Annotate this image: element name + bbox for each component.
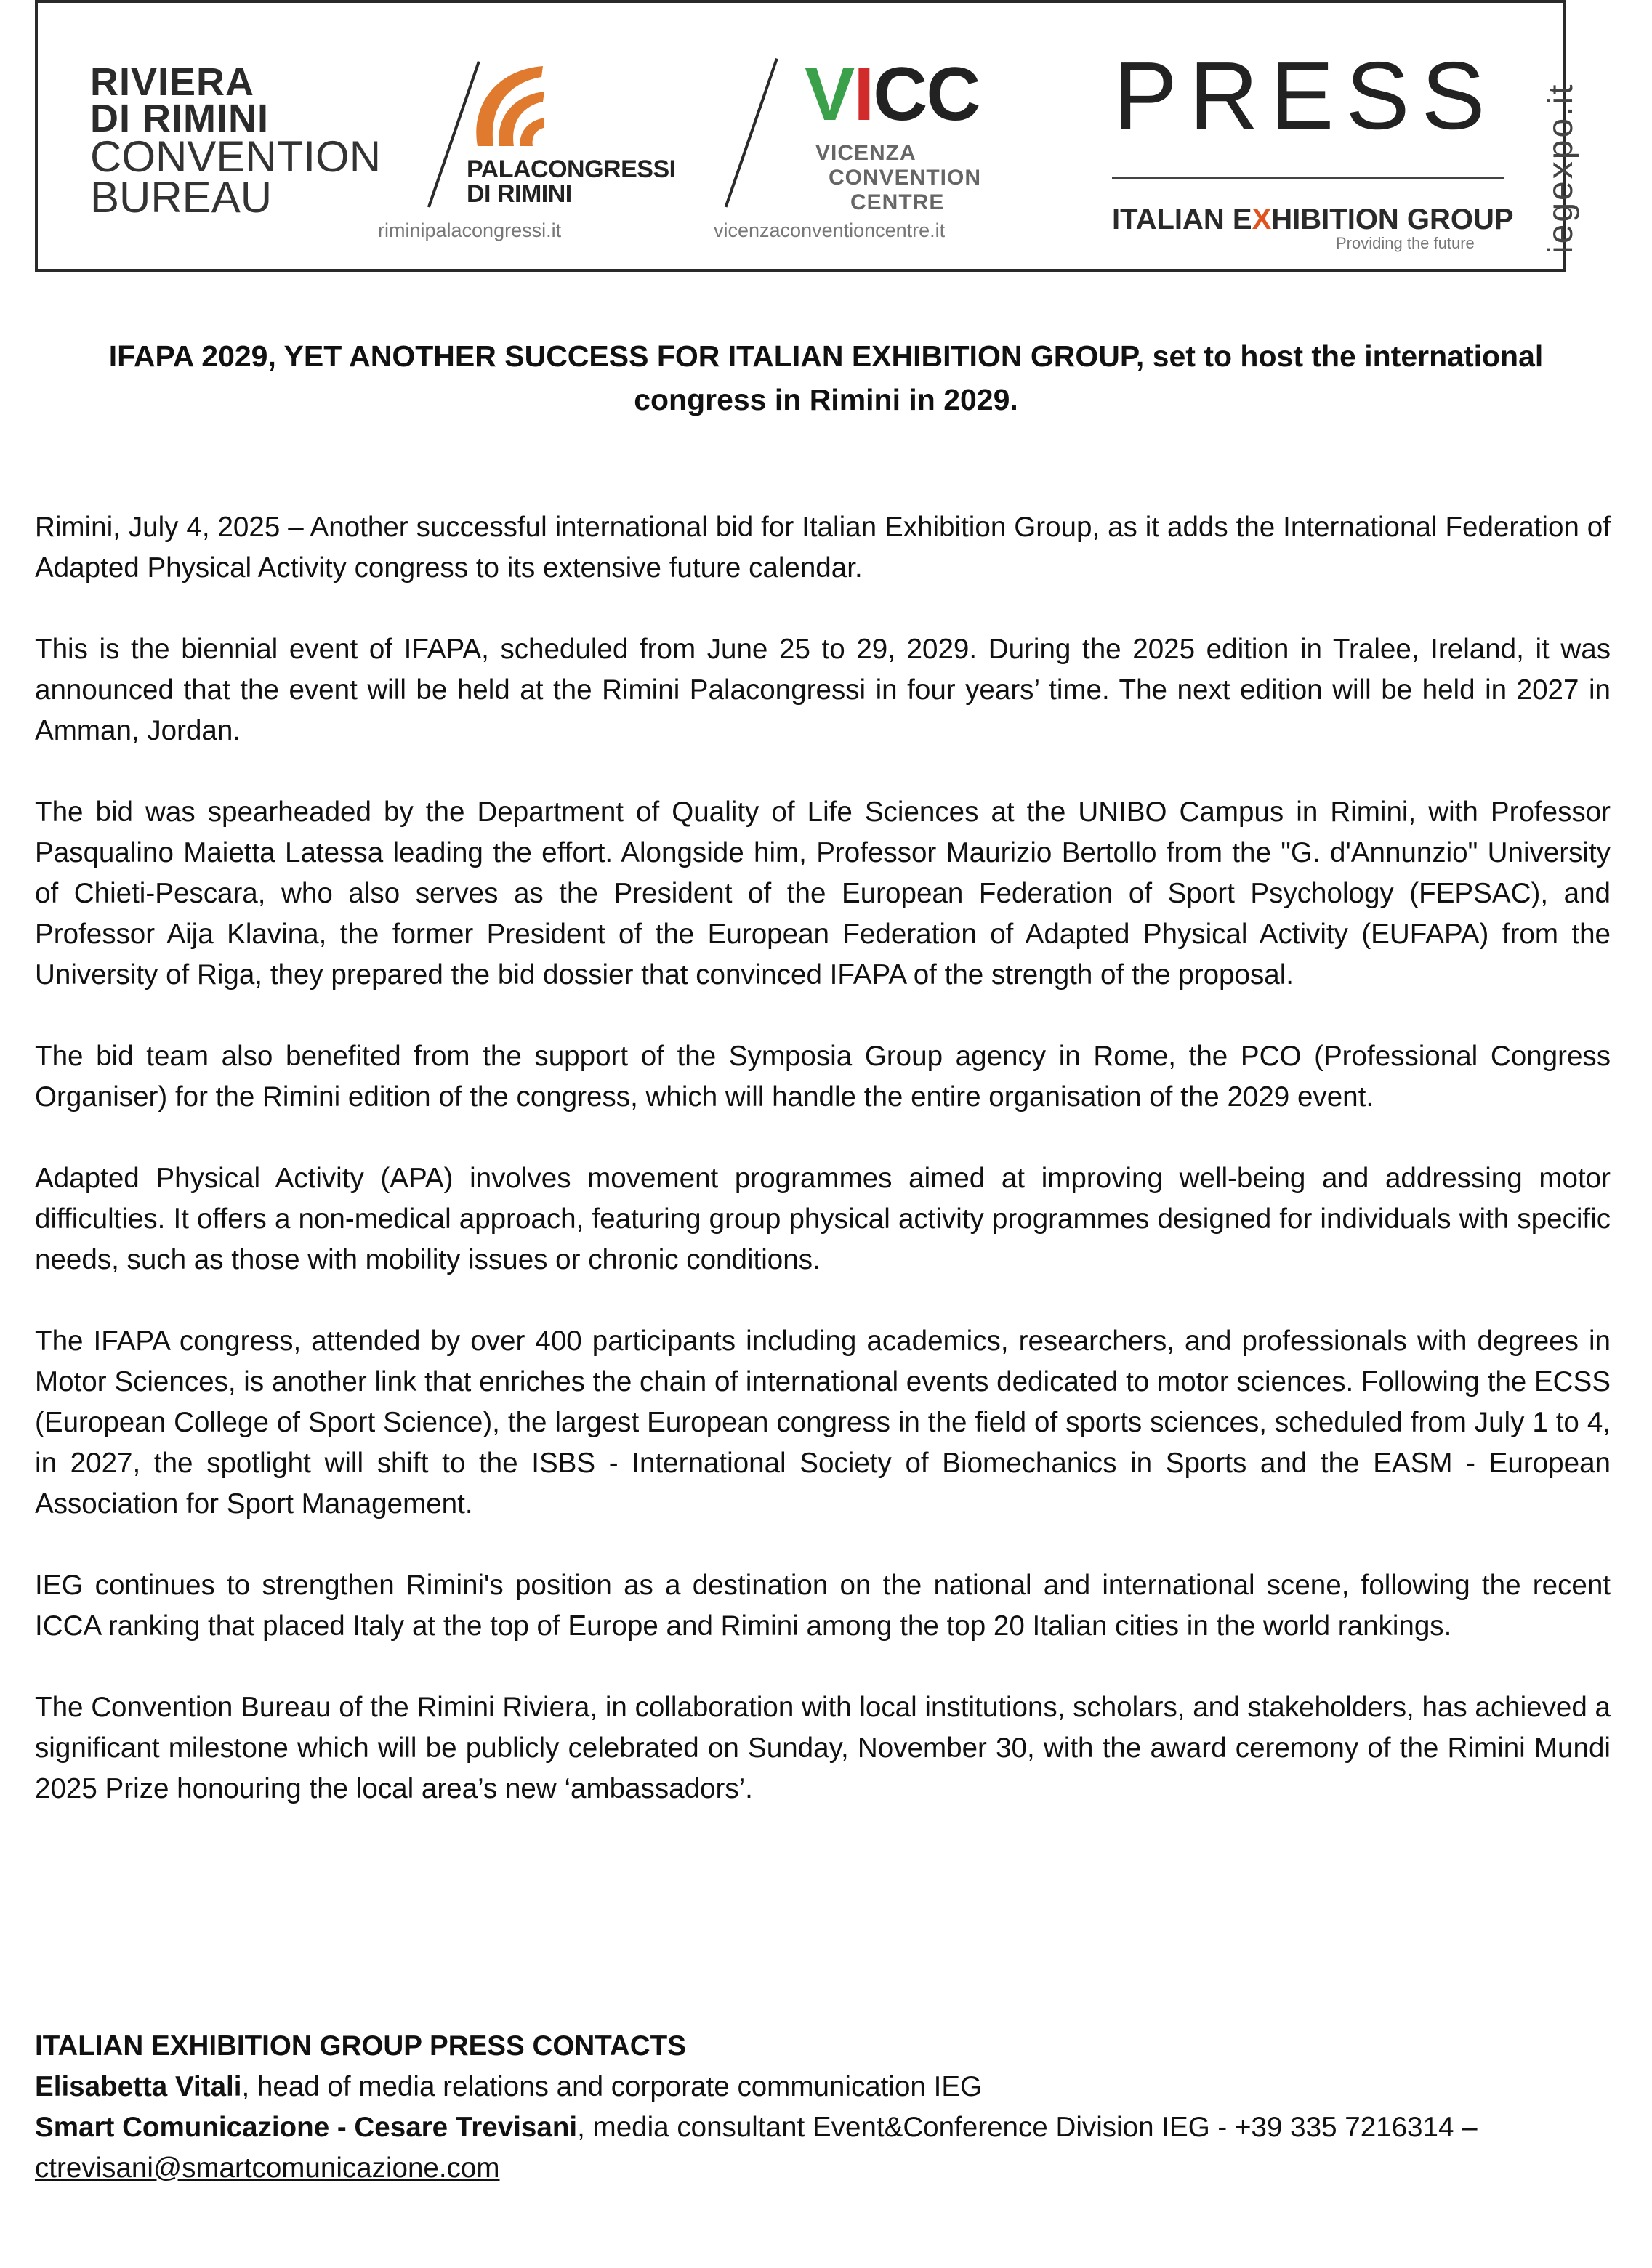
vicc-url[interactable]: vicenzaconventioncentre.it bbox=[714, 219, 946, 241]
pala-line-2: DI RIMINI bbox=[467, 180, 572, 208]
press-release-body bbox=[35, 507, 1611, 1850]
vicc-letters-cc: CC bbox=[873, 52, 980, 137]
paragraph: The IFAPA congress, attended by over 400 participants including academics, researchers, and professionals with degrees in Motor Sciences, is another link that enriches the chain of international events dedicated to motor sciences. Following the ECSS (European College of Sport Science), the largest European congress in the field of sports sciences, scheduled from July 1 to 4, in 2027, the spotlight will shift to the ISBS - International Society of Biomechanics in Sports and the EASM - European Association for Sport Management. bbox=[35, 1325, 1611, 1520]
iegexpo-url[interactable]: iegexpo.it bbox=[1542, 82, 1580, 254]
paragraph: The Convention Bureau of the Rimini Riviera, in collaboration with local institutions, scholars, and stakeholders, has achieved a significant milestone which will be publicly celebrated on Sunday, November 30, with the award ceremony of the Rimini Mundi 2025 Prize honouring the local area’s new ‘ambassadors’. bbox=[35, 1692, 1611, 1804]
vicc-sub-line-3: CENTRE bbox=[850, 190, 945, 214]
contact-email-line bbox=[35, 2148, 1611, 2189]
contact-2-name: Smart Comunicazione - Cesare Trevisani bbox=[35, 2112, 578, 2143]
contact-email-link[interactable]: ctrevisani@smartcomunicazione.com bbox=[35, 2152, 500, 2184]
paragraph: Rimini, July 4, 2025 – Another successful international bid for Italian Exhibition Group, as it adds the International Federation of Adapted Physical Activity congress to its extensive future calendar. bbox=[35, 512, 1611, 584]
contact-line-1 bbox=[35, 2067, 1611, 2107]
vicc-letter-v: V bbox=[805, 52, 854, 137]
riviera-di-rimini-convention-bureau-logo bbox=[90, 60, 382, 222]
ieg-logo-part-2: HIBITION GROUP bbox=[1271, 203, 1514, 235]
press-divider bbox=[1112, 177, 1504, 179]
vicc-logo bbox=[805, 52, 980, 137]
palacongressi-swirl-icon bbox=[463, 55, 565, 150]
ieg-logo-part-1: ITALIAN E bbox=[1112, 203, 1252, 235]
contact-1-name: Elisabetta Vitali bbox=[35, 2071, 242, 2102]
rrcb-line-2: DI RIMINI bbox=[90, 97, 269, 140]
paragraph: IEG continues to strengthen Rimini's position as a destination on the national and international scene, following the recent ICCA ranking that placed Italy at the top of Europe and Rimini among the top 20 Italian cities in the world rankings. bbox=[35, 1570, 1611, 1642]
divider-slash bbox=[725, 58, 778, 208]
contacts-heading: ITALIAN EXHIBITION GROUP PRESS CONTACTS bbox=[35, 2030, 686, 2062]
press-release-title: IFAPA 2029, YET ANOTHER SUCCESS FOR ITALIAN EXHIBITION GROUP, set to host the international congress in Rimini in 2029. bbox=[108, 339, 1544, 416]
vicc-sub-line-1: VICENZA bbox=[815, 141, 916, 165]
palacongressi-url[interactable]: riminipalacongressi.it bbox=[378, 219, 562, 241]
contact-2-role: , media consultant Event&Conference Division IEG - +39 335 7216314 – bbox=[577, 2112, 1478, 2143]
header-banner bbox=[35, 0, 1580, 272]
pala-line-1: PALACONGRESSI bbox=[467, 156, 676, 183]
ieg-logo bbox=[1112, 205, 1514, 234]
vicc-letter-i: I bbox=[853, 52, 874, 137]
paragraph: This is the biennial event of IFAPA, scheduled from June 25 to 29, 2029. During the 2025 edition in Tralee, Ireland, it was announced that the event will be held at the Rimini Palacongressi in four years’ time. The next edition will be held in 2027 in Amman, Jordan. bbox=[35, 634, 1611, 746]
ieg-logo-x: X bbox=[1252, 203, 1272, 235]
palacongressi-logo-text bbox=[467, 157, 676, 206]
ieg-tagline: Providing the future bbox=[1336, 234, 1475, 252]
press-contacts bbox=[35, 2026, 1611, 2189]
vicc-sub-line-2: CONVENTION bbox=[829, 166, 982, 190]
rrcb-line-4: BUREAU bbox=[90, 173, 273, 222]
press-heading: PRESS bbox=[1113, 42, 1497, 149]
paragraph: Adapted Physical Activity (APA) involves movement programmes aimed at improving well-being and addressing motor difficulties. It offers a non-medical approach, featuring group physical activity programmes designed for individuals with specific needs, such as those with mobility issues or chronic conditions. bbox=[35, 1163, 1611, 1275]
vicc-subtitle bbox=[815, 141, 981, 215]
rrcb-line-1: RIVIERA bbox=[90, 60, 255, 104]
paragraph: The bid was spearheaded by the Department of Quality of Life Sciences at the UNIBO Campus in Rimini, with Professor Pasqualino Maietta Latessa leading the effort. Alongside him, Professor Maurizio Bertollo from the "G. d'Annunzio" University of Chieti-Pescara, who also serves as the President of the European Federation of Sport Psychology (FEPSAC), and Professor Aija Klavina, the former President of the European Federation of Adapted Physical Activity (EUFAPA) from the University of Riga, they prepared the bid dossier that convinced IFAPA of the strength of the proposal. bbox=[35, 796, 1611, 990]
rrcb-line-3: CONVENTION bbox=[90, 132, 382, 181]
paragraph: The bid team also benefited from the support of the Symposia Group agency in Rome, the PCO (Professional Congress Organiser) for the Rimini edition of the congress, which will handle the entire organisation of the 2029 event. bbox=[35, 1041, 1611, 1113]
contact-1-role: , head of media relations and corporate communication IEG bbox=[241, 2071, 983, 2102]
contact-line-2 bbox=[35, 2107, 1611, 2148]
